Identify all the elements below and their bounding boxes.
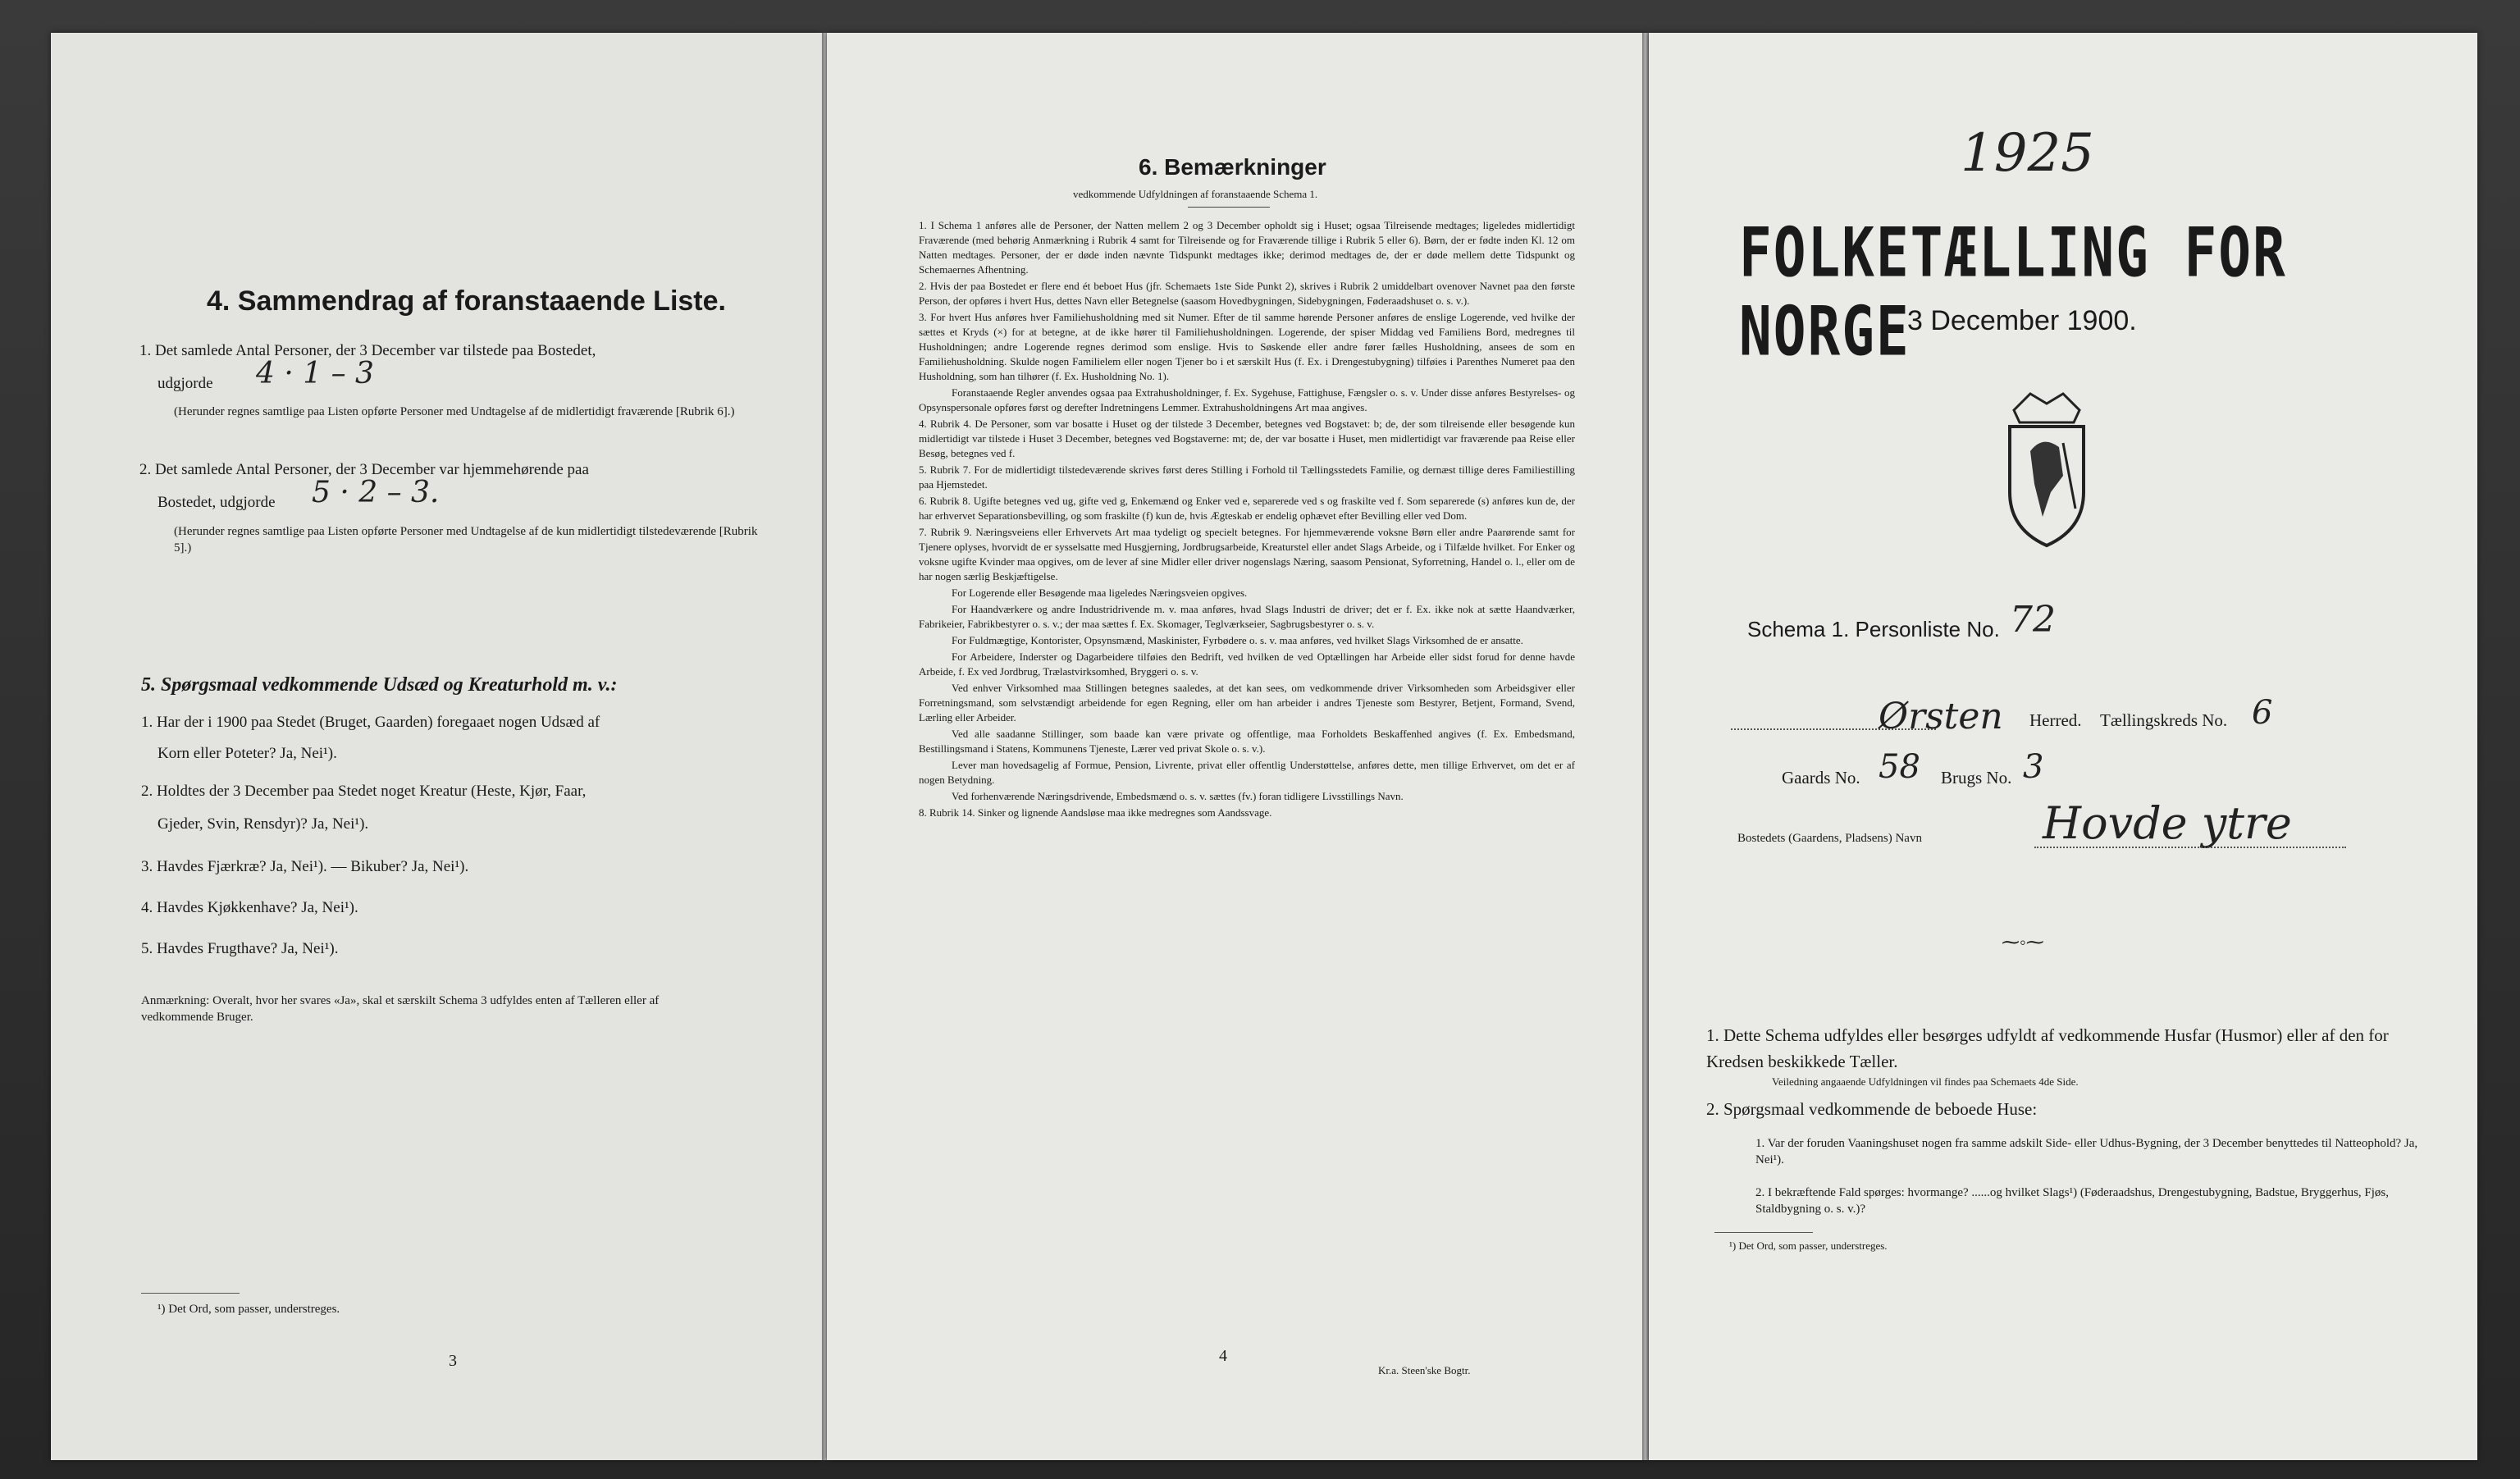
item2-note: (Herunder regnes samtlige paa Listen opførte Personer med Undtagelse af de kun midlertidigt tilstedeværende [Rubrik 5].)	[174, 525, 758, 555]
item2-value: 5 · 2 – 3.	[312, 476, 440, 509]
remark-paragraph: Lever man hovedsagelig af Formue, Pension, Livrente, privat eller offentlig Understøttelse, anføres dette, men tillige Erhvervet, om det er af nogen Betydning.	[919, 759, 1575, 786]
remark-paragraph: Ved alle saadanne Stillinger, som baade kan være private og offentlige, maa Forholdets Beskaffenhed angives (f. Ex. Embedsmand, Bestillingsmand i Statens, Kommunens Tjeneste, Lærer ved privat Skole o. s. v.).	[919, 728, 1575, 755]
remark-paragraph: 7. Rubrik 9. Næringsveiens eller Erhvervets Art maa tydeligt og specielt betegnes. For hjemmeværende voksne Børn eller andre Paarørende samt for Tjenere oplyses, hvorvidt de er sysselsatte med Husgjerning, Jordbrugsarbeide, Kreaturstel eller andet Slags Arbeide, og i Tilfælde hvilket. For Enker og voksne ugifte Kvinder maa opgives, om de lever af sine Midler eller driver nogenslags Næring, saasom Pensionat, Syforretning, Handel o. l., eller om de har nogen særlig Beskjæftigelse.	[919, 526, 1575, 582]
coat-of-arms-icon	[1985, 386, 2108, 550]
item2-text: 2. Det samlede Antal Personer, der 3 December var hjemmehørende paa	[139, 461, 589, 478]
census-date: 3 December 1900.	[1907, 305, 2137, 336]
item2-bostedet: Bostedet, udgjorde	[158, 494, 276, 511]
remark-paragraph: Ved forhenværende Næringsdrivende, Embedsmænd o. s. v. sættes (fv.) foran tidligere Livsstillings Navn.	[952, 790, 1404, 802]
instruction-2-1: 1. Var der foruden Vaaningshuset nogen fra samme adskilt Side- eller Udhus-Bygning, der 3 December benyttedes til Natteophold? Ja, Nei¹).	[1755, 1137, 2418, 1166]
bosted-value: Hovde ytre	[2043, 797, 2292, 849]
remark-paragraph: For Logerende eller Besøgende maa ligeledes Næringsveien opgives.	[952, 587, 1248, 599]
schema-value: 72	[2010, 599, 2056, 641]
brugs-label: Brugs No.	[1941, 768, 2012, 787]
q5: 5. Havdes Frugthave? Ja, Nei¹).	[141, 940, 339, 957]
handwritten-number: 1925	[1961, 123, 2094, 184]
q2: 2. Holdtes der 3 December paa Stedet noget Kreatur (Heste, Kjør, Faar,	[141, 783, 587, 800]
page-number: 4	[1219, 1347, 1227, 1365]
gaards-value: 58	[1879, 748, 1920, 786]
remark-paragraph: 8. Rubrik 14. Sinker og lignende Aandsløse maa ikke medregnes som Aandssvage.	[919, 806, 1272, 819]
q1: 1. Har der i 1900 paa Stedet (Bruget, Gaarden) foregaaet nogen Udsæd af	[141, 714, 600, 731]
instruction-1-note: Veiledning angaaende Udfyldningen vil findes paa Schemaets 4de Side.	[1772, 1075, 2079, 1088]
census-title: FOLKETÆLLING FOR NORGE	[1739, 213, 2287, 372]
remark-paragraph: 5. Rubrik 7. For de midlertidigt tilstedeværende skrives først deres Stilling i Forhold til Tællingsstedets Familie, og dernæst tillige deres Familiestilling paa Hjemstedet.	[919, 463, 1575, 491]
instruction-2: 2. Spørgsmaal vedkommende de beboede Huse:	[1706, 1099, 2038, 1119]
right-page	[1649, 33, 2477, 1460]
item1-value: 4 · 1 – 3	[256, 357, 374, 390]
mid-subtitle: vedkommende Udfyldningen af foranstaaende Schema 1.	[1073, 188, 1318, 200]
footnote: ¹) Det Ord, som passer, understreges.	[1729, 1239, 1888, 1252]
remark-paragraph: 3. For hvert Hus anføres hver Familiehusholdning med sit Numer. Efter de til samme hørende Personer anføres de enslige Logerende, ved hvilke der sættes et Kryds (×) for at betegne, at de ikke hører til Familiehusholdningen. Logerende, der spiser Middag ved Familiens Bord, medregnes til Husholdningen; andre Logerende regnes derimod som enslige. Hvis to Søskende eller andre fører fælles Husholdning, ansees de som en Familiehusholdning. Skulde nogen Familielem eller nogen Tjener bo i et særskilt Hus (f. Ex. i Drengestubygning) tilføies i Parenthes Numeret paa den Husholdning, som han tilhører (f. Ex. Husholdning No. 1).	[919, 311, 1575, 382]
kreds-label: Tællingskreds No.	[2100, 710, 2228, 730]
q1b: Korn eller Poteter? Ja, Nei¹).	[158, 745, 337, 762]
gaards-label: Gaards No.	[1782, 768, 1860, 787]
middle-page	[827, 33, 1647, 1460]
gutter-right	[1642, 33, 1649, 1460]
remark-paragraph: 6. Rubrik 8. Ugifte betegnes ved ug, gifte ved g, Enkemænd og Enker ved e, separerede ved s og fraskilte ved f. Som separerede (s) anføres kun de, der har erhvervet Separationsbevilling, og som fraskilte (f) kun de, hvis Ægteskab er endelig ophævet efter Bevilling eller ved Dom.	[919, 495, 1575, 522]
footnote-rule	[141, 1293, 240, 1294]
bosted-line	[2034, 847, 2346, 848]
q3: 3. Havdes Fjærkræ? Ja, Nei¹). — Bikuber? Ja, Nei¹).	[141, 858, 469, 875]
page-number: 3	[449, 1352, 457, 1370]
q4: 4. Havdes Kjøkkenhave? Ja, Nei¹).	[141, 899, 358, 916]
kreds-value: 6	[2252, 694, 2273, 732]
item1-note: (Herunder regnes samtlige paa Listen opførte Personer med Undtagelse af de midlertidigt fraværende [Rubrik 6].)	[174, 405, 735, 418]
remark-paragraph: For Haandværkere og andre Industridrivende m. v. maa anføres, hvad Slags Industri de driver; det er f. Ex. ikke nok at sætte Haandværker, Fabrikeier, Fabrikbestyrer o. s. v.; der maa sættes f. Ex. Skomager, Teglværkseier, Sagbrugsbestyrer o. s. v.	[919, 603, 1575, 630]
bosted-label: Bostedets (Gaardens, Pladsens) Navn	[1737, 832, 1922, 845]
left-page	[51, 33, 822, 1460]
remark-paragraph: Ved enhver Virksomhed maa Stillingen betegnes saaledes, at det kan sees, om vedkommende driver Virksomheden som Arbeidsgiver eller Forretningsmand, som selvstændigt arbeidende for egen Regning, eller om han arbeider i andres Tjeneste som Bestyrer, Betjent, Formand, Svend, Lærling eller Arbeider.	[919, 682, 1575, 724]
footnote: ¹) Det Ord, som passer, understreges.	[158, 1303, 340, 1316]
remark-paragraph: For Fuldmægtige, Kontorister, Opsynsmænd, Maskinister, Fyrbødere o. s. v. maa anføres, ved hvilket Slags Virksomhed de er ansatte.	[952, 634, 1523, 646]
ornament-icon: ⁓◦⁓	[2002, 932, 2044, 952]
section5-title: 5. Spørgsmaal vedkommende Udsæd og Kreaturhold m. v.:	[141, 674, 618, 696]
footnote-rule	[1714, 1232, 1813, 1233]
remark-paragraph: 4. Rubrik 4. De Personer, som var bosatte i Huset og der tilstede 3 December, betegnes ved Bogstavet: b; de, der som tilreisende eller besøgende kun midlertidigt var tilstede i Huset 3 December, betegnes ved Bogstaverne: mt; de, der var bosatte i Huset, men midlertidigt var fraværende paa Reise eller Besøg, betegnes ved f.	[919, 418, 1575, 459]
section4-title: 4. Sammendrag af foranstaaende Liste.	[207, 285, 726, 317]
schema-label: Schema 1. Personliste No.	[1747, 617, 2000, 641]
mid-rule	[1188, 207, 1270, 208]
mid-title: 6. Bemærkninger	[1139, 154, 1326, 180]
brugs-value: 3	[2023, 748, 2044, 786]
anmerkning: Anmærkning: Overalt, hvor her svares «Ja», skal et særskilt Schema 3 udfyldes enten af Tælleren eller af vedkommende Bruger.	[141, 994, 660, 1024]
remark-paragraph: 2. Hvis der paa Bostedet er flere end ét beboet Hus (jfr. Schemaets 1ste Side Punkt 2), skrives i Rubrik 2 umiddelbart ovenover Navnet paa den første Person, der opføres i hvert Hus, dettes Navn eller Betegnelse (saasom Hovedbygningen, Sidebygningen, Føderaadshuset o. s. v.).	[919, 280, 1575, 307]
item1-udgjorde: udgjorde	[158, 375, 213, 392]
instruction-1: 1. Dette Schema udfyldes eller besørges udfyldt af vedkommende Husfar (Husmor) eller af den for Kredsen beskikkede Tæller.	[1706, 1025, 2389, 1071]
remark-paragraph: For Arbeidere, Inderster og Dagarbeidere tilføies den Bedrift, ved hvilken de ved Optællingen har Arbeide eller sidst forud for denne havde Arbeide, f. Ex ved Jordbrug, Trælastvirksomhed, Bryggeri o. s. v.	[919, 650, 1575, 678]
q2b: Gjeder, Svin, Rensdyr)? Ja, Nei¹).	[158, 815, 369, 833]
instruction-2-2: 2. I bekræftende Fald spørges: hvormange? ......og hvilket Slags¹) (Føderaadshus, Drengestubygning, Badstue, Bryggerhus, Fjøs, Staldbygning o. s. v.)?	[1755, 1186, 2390, 1216]
herred-label: Herred.	[2029, 710, 2082, 730]
remarks-body	[919, 218, 1575, 822]
printer-credit: Kr.a. Steen'ske Bogtr.	[1378, 1364, 1471, 1376]
item1-text: 1. Det samlede Antal Personer, der 3 December var tilstede paa Bostedet,	[139, 342, 596, 359]
remark-paragraph: Foranstaaende Regler anvendes ogsaa paa Extrahusholdninger, f. Ex. Sygehuse, Fattighuse, Fængsler o. s. v. Under disse anføres Bestyrelses- og Opsynspersonale opføres først og derefter Indretningens Lemmer. Extrahusholdningens Art maa angives.	[919, 386, 1575, 413]
remark-paragraph: 1. I Schema 1 anføres alle de Personer, der Natten mellem 2 og 3 December opholdt sig i Huset; ogsaa Tilreisende medtages; ligeledes midlertidigt Fraværende (med behørig Anmærkning i Rubrik 4 samt for Tilreisende og for Fraværende tillige i Rubrik 5 eller 6). Børn, der er fødte inden Kl. 12 om Natten medtages. Personer, der er døde inden nævnte Tidspunkt medtages ikke; derimod medtages de, der er døde mellem dette Tidspunkt og Schemaernes Afhentning.	[919, 219, 1575, 276]
herred-value: Ørsten	[1879, 696, 2003, 737]
